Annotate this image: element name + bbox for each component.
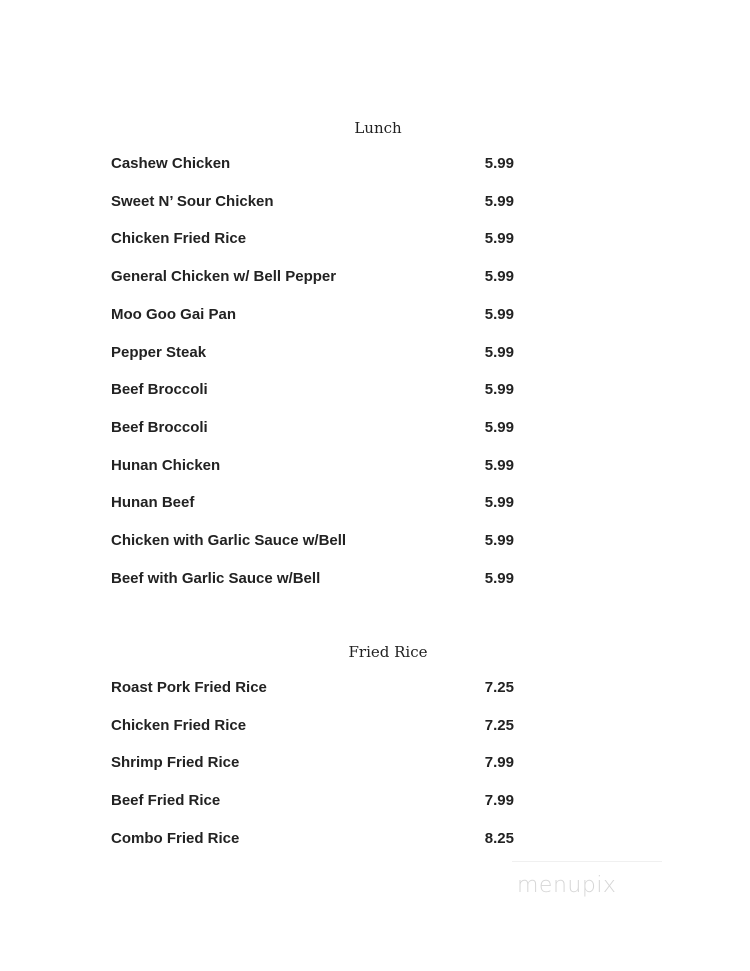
menu-item-price: 5.99 bbox=[484, 305, 514, 323]
menu-item bbox=[111, 155, 514, 175]
menu-item bbox=[111, 193, 514, 213]
menu-item bbox=[111, 830, 514, 850]
menu-item-price: 5.99 bbox=[484, 569, 514, 587]
menu-item bbox=[111, 306, 514, 326]
menu-item-price: 5.99 bbox=[484, 381, 514, 399]
menu-item-name: Combo Fried Rice bbox=[111, 829, 240, 847]
section-heading: Fried Rice bbox=[348, 643, 428, 661]
menu-item bbox=[111, 344, 514, 364]
menu-item-name: Cashew Chicken bbox=[111, 155, 231, 172]
section-heading: Lunch bbox=[354, 119, 402, 137]
menu-item-name: Chicken with Garlic Sauce w/Bell bbox=[111, 532, 347, 549]
menu-item-price: 5.99 bbox=[484, 192, 514, 210]
menu-item-name: Beef with Garlic Sauce w/Bell bbox=[111, 569, 321, 587]
menu-item-price: 5.99 bbox=[484, 268, 514, 286]
menu-item bbox=[111, 570, 514, 590]
menu-item bbox=[111, 419, 514, 439]
menu-item-price: 7.25 bbox=[484, 716, 514, 734]
menu-item-name: Beef Broccoli bbox=[111, 418, 208, 436]
menu-item-price: 7.99 bbox=[484, 754, 514, 772]
menu-item bbox=[111, 792, 514, 812]
menu-item-price: 5.99 bbox=[484, 532, 514, 549]
menupix-watermark: menupix bbox=[517, 873, 617, 898]
menu-item-name: Beef Broccoli bbox=[111, 381, 208, 399]
menu-item bbox=[111, 679, 514, 699]
menu-item-name: Hunan Beef bbox=[111, 494, 195, 512]
menu-item-name: Sweet N’ Sour Chicken bbox=[111, 192, 274, 210]
menu-item-price: 8.25 bbox=[484, 829, 514, 847]
menu-item bbox=[111, 381, 514, 401]
menu-item bbox=[111, 532, 514, 552]
menu-item bbox=[111, 268, 514, 288]
menu-item bbox=[111, 230, 514, 250]
watermark-line bbox=[512, 861, 662, 862]
menu-item-price: 7.99 bbox=[484, 792, 514, 810]
menu-item-price: 5.99 bbox=[484, 494, 514, 512]
menu-item-price: 7.25 bbox=[484, 679, 514, 696]
menu-item-name: Chicken Fried Rice bbox=[111, 716, 247, 734]
menu-item-price: 5.99 bbox=[484, 418, 514, 436]
menu-item-name: Beef Fried Rice bbox=[111, 792, 221, 810]
menu-item-name: Shrimp Fried Rice bbox=[111, 754, 240, 772]
menu-item bbox=[111, 717, 514, 737]
menu-item-name: Roast Pork Fried Rice bbox=[111, 679, 267, 696]
menu-item-name: General Chicken w/ Bell Pepper bbox=[111, 268, 337, 286]
menu-item-name: Moo Goo Gai Pan bbox=[111, 305, 237, 323]
menu-item-price: 5.99 bbox=[484, 230, 514, 248]
menu-item bbox=[111, 754, 514, 774]
menu-item-name: Chicken Fried Rice bbox=[111, 230, 247, 248]
menu-item-price: 5.99 bbox=[484, 155, 514, 172]
menu-item bbox=[111, 494, 514, 514]
menu-item-price: 5.99 bbox=[484, 456, 514, 474]
menu-item-price: 5.99 bbox=[484, 343, 514, 361]
menu-item bbox=[111, 457, 514, 477]
menu-item-name: Pepper Steak bbox=[111, 343, 207, 361]
menu-item-name: Hunan Chicken bbox=[111, 456, 221, 474]
